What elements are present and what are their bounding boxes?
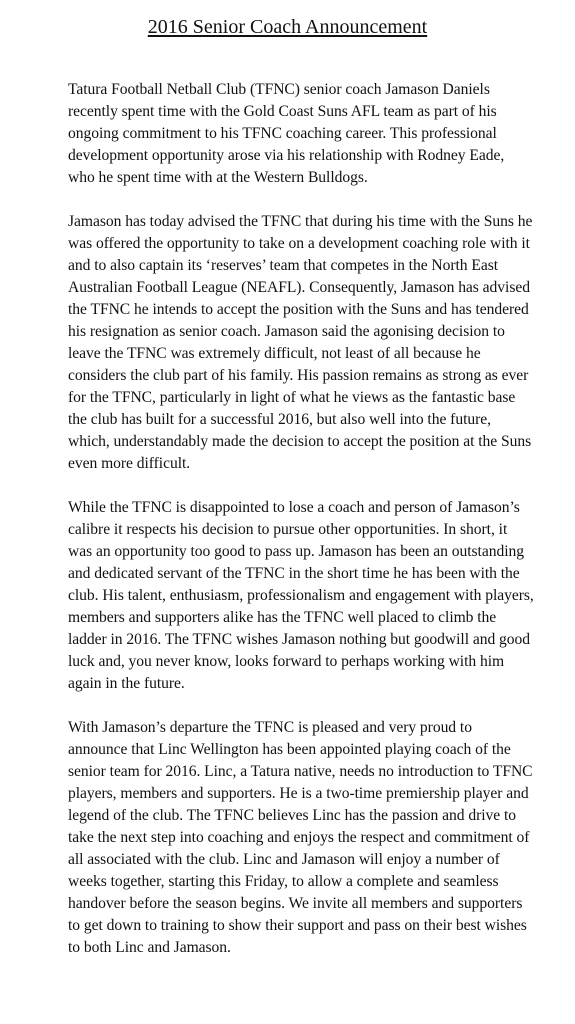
paragraph-4: With Jamason’s departure the TFNC is pleased and very proud to announce that Linc Wellington has been appointed playing coach of the senior team for 2016. Linc, a Tatura native, needs no introduction to TFNC players, members and supporters. He is a two-time premiership player and legend of the club. The TFNC believes Linc has the passion and drive to take the next step into coaching and enjoys the respect and commitment of all associated with the club. Linc and Jamason will enjoy a number of weeks together, starting this Friday, to allow a complete and seamless handover before the season begins. We invite all members and supporters to get down to training to show their support and pass on their best wishes to both Linc and Jamason. <box>68 719 533 956</box>
paragraph-1: Tatura Football Netball Club (TFNC) senior coach Jamason Daniels recently spent time with the Gold Coast Suns AFL team as part of his ongoing commitment to his TFNC coaching career. This professional development opportunity arose via his relationship with Rodney Eade, who he spent time with at the Western Bulldogs. <box>68 81 505 186</box>
paragraph-3: While the TFNC is disappointed to lose a coach and person of Jamason’s calibre it respects his decision to pursue other opportunities. In short, it was an opportunity too good to pass up. Jamason has been an outstanding and dedicated servant of the TFNC in the short time he has been with the club. His talent, enthusiasm, professionalism and engagement with players, members and supporters alike has the TFNC well placed to climb the ladder in 2016. The TFNC wishes Jamason nothing but goodwill and good luck and, you never know, looks forward to perhaps working with him again in the future. <box>68 499 534 692</box>
document-title: 2016 Senior Coach Announcement <box>147 16 428 38</box>
document-body <box>68 79 534 981</box>
paragraph-2: Jamason has today advised the TFNC that during his time with the Suns he was offered the opportunity to take on a development coaching role with it and to also captain its ‘reserves’ team that competes in the North East Australian Football League (NEAFL). Consequently, Jamason has advised the TFNC he intends to accept the position with the Suns and has tendered his resignation as senior coach. Jamason said the agonising decision to leave the TFNC was extremely difficult, not least of all because he considers the club part of his family. His passion remains as strong as ever for the TFNC, particularly in light of what he views as the fantastic base the club has built for a successful 2016, but also well into the future, which, understandably made the decision to accept the position at the Suns even more difficult. <box>68 213 533 472</box>
